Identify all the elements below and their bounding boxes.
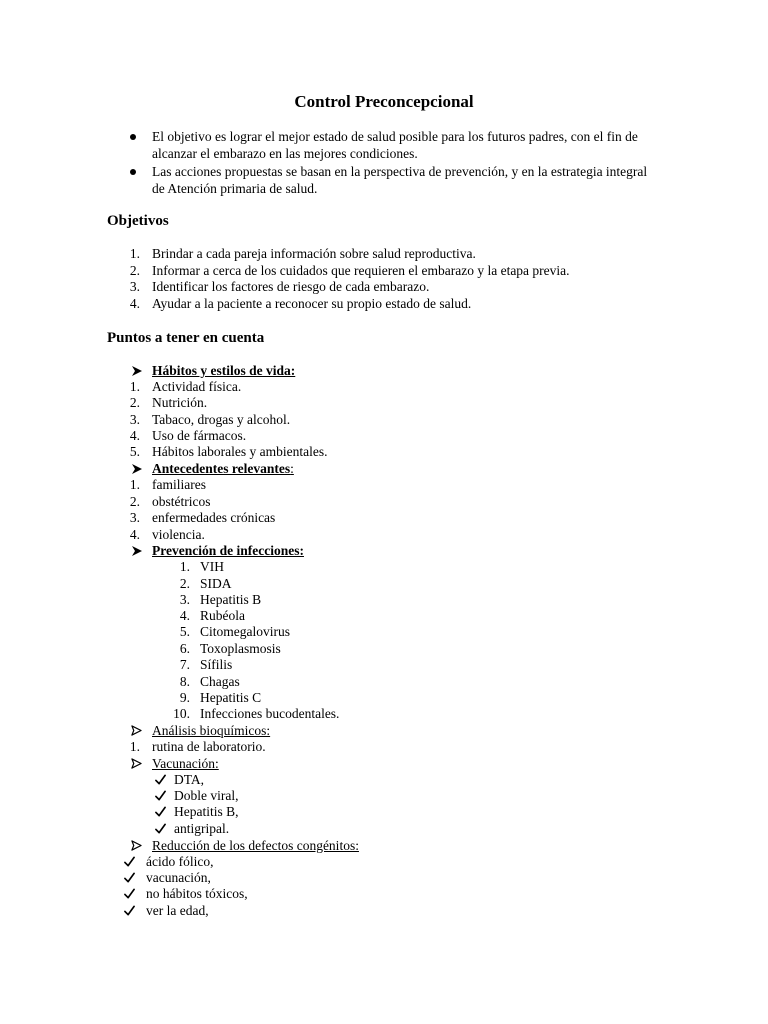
vacunacion-item: Hepatitis B, bbox=[174, 804, 239, 819]
habitos-item: Uso de fármacos. bbox=[152, 428, 247, 443]
reduccion-item: ver la edad, bbox=[146, 903, 209, 918]
arrow-icon bbox=[131, 758, 142, 769]
reduccion-item: vacunación, bbox=[146, 870, 211, 885]
list-number: 5. bbox=[129, 444, 140, 459]
checkmark-icon bbox=[155, 774, 166, 785]
vacunacion-item: Doble viral, bbox=[174, 788, 239, 803]
prevencion-item: Infecciones bucodentales. bbox=[200, 706, 340, 721]
list-number: 2. bbox=[179, 576, 190, 591]
list-number: 4. bbox=[129, 296, 140, 311]
objetivo-item: Brindar a cada pareja información sobre salud reproductiva. bbox=[152, 246, 476, 261]
checkmark-icon bbox=[155, 806, 166, 817]
antecedentes-label-text: Antecedentes relevantes bbox=[152, 461, 291, 476]
vacunacion-item: antigripal. bbox=[174, 821, 230, 836]
arrow-icon bbox=[131, 840, 142, 851]
list-number: 2. bbox=[129, 494, 140, 509]
analisis-item: rutina de laboratorio. bbox=[152, 739, 266, 754]
intro-text-line: alcanzar el embarazo en las mejores condiciones. bbox=[152, 146, 418, 161]
list-number: 4. bbox=[129, 527, 140, 542]
list-number: 1. bbox=[179, 559, 190, 574]
objetivos-heading: Objetivos bbox=[107, 213, 169, 229]
reduccion-item: no hábitos tóxicos, bbox=[146, 886, 248, 901]
objetivo-item: Ayudar a la paciente a reconocer su propio estado de salud. bbox=[152, 296, 472, 311]
reduccion-label: Reducción de los defectos congénitos: bbox=[152, 838, 359, 853]
list-number: 10. bbox=[173, 706, 190, 721]
reduccion-item: ácido fólico, bbox=[146, 854, 214, 869]
antecedentes-item: violencia. bbox=[152, 527, 205, 542]
list-number: 1. bbox=[129, 477, 140, 492]
habitos-item: Actividad física. bbox=[152, 379, 242, 394]
prevencion-item: Toxoplasmosis bbox=[200, 641, 281, 656]
habitos-item: Hábitos laborales y ambientales. bbox=[152, 444, 328, 459]
habitos-item: Tabaco, drogas y alcohol. bbox=[152, 412, 291, 427]
antecedentes-item: enfermedades crónicas bbox=[152, 510, 276, 525]
list-number: 3. bbox=[129, 279, 140, 294]
intro-text-line: de Atención primaria de salud. bbox=[152, 181, 318, 196]
checkmark-icon bbox=[155, 823, 166, 834]
prevencion-item: Sífilis bbox=[200, 657, 233, 672]
list-number: 4. bbox=[129, 428, 140, 443]
vacunacion-item: DTA, bbox=[174, 772, 205, 787]
list-number: 9. bbox=[179, 690, 190, 705]
objetivo-item: Informar a cerca de los cuidados que requieren el embarazo y la etapa previa. bbox=[152, 263, 570, 278]
arrow-icon bbox=[131, 725, 142, 736]
list-number: 4. bbox=[179, 608, 190, 623]
intro-text-line: El objetivo es lograr el mejor estado de salud posible para los futuros padres, con el fin de bbox=[152, 129, 638, 144]
prevencion-item: VIH bbox=[200, 559, 224, 574]
prevencion-item: Hepatitis B bbox=[200, 592, 262, 607]
arrow-bold-icon bbox=[131, 463, 143, 475]
list-number: 6. bbox=[179, 641, 190, 656]
list-number: 3. bbox=[129, 412, 140, 427]
checkmark-icon bbox=[124, 872, 135, 883]
antecedentes-label-colon: : bbox=[290, 461, 294, 476]
list-number: 7. bbox=[179, 657, 190, 672]
page-title: Control Preconcepcional bbox=[294, 92, 474, 111]
bullet-icon bbox=[130, 169, 136, 175]
arrow-bold-icon bbox=[131, 545, 143, 557]
antecedentes-item: obstétricos bbox=[152, 494, 211, 509]
list-number: 3. bbox=[129, 510, 140, 525]
objetivo-item: Identificar los factores de riesgo de cada embarazo. bbox=[152, 279, 430, 294]
analisis-label: Análisis bioquímicos: bbox=[152, 723, 271, 738]
checkmark-icon bbox=[155, 790, 166, 801]
prevencion-item: Citomegalovirus bbox=[200, 624, 290, 639]
intro-text-line: Las acciones propuestas se basan en la perspectiva de prevención, y en la estrategia integral bbox=[152, 164, 648, 179]
list-number: 2. bbox=[129, 263, 140, 278]
prevencion-item: SIDA bbox=[200, 576, 232, 591]
prevencion-item: Hepatitis C bbox=[200, 690, 262, 705]
habitos-item: Nutrición. bbox=[152, 395, 208, 410]
prevencion-item: Chagas bbox=[200, 674, 240, 689]
list-number: 8. bbox=[179, 674, 190, 689]
antecedentes-label bbox=[152, 461, 294, 477]
antecedentes-item: familiares bbox=[152, 477, 206, 492]
checkmark-icon bbox=[124, 888, 135, 899]
list-number: 1. bbox=[129, 379, 140, 394]
checkmark-icon bbox=[124, 905, 135, 916]
prevencion-label: Prevención de infecciones: bbox=[152, 543, 304, 558]
checkmark-icon bbox=[124, 856, 135, 867]
prevencion-item: Rubéola bbox=[200, 608, 245, 623]
list-number: 5. bbox=[179, 624, 190, 639]
bullet-icon bbox=[130, 134, 136, 140]
habitos-label: Hábitos y estilos de vida: bbox=[152, 363, 296, 378]
list-number: 2. bbox=[129, 395, 140, 410]
list-number: 1. bbox=[129, 246, 140, 261]
list-number: 1. bbox=[129, 739, 140, 754]
list-number: 3. bbox=[179, 592, 190, 607]
puntos-heading: Puntos a tener en cuenta bbox=[107, 330, 265, 346]
vacunacion-label: Vacunación: bbox=[152, 756, 219, 771]
arrow-bold-icon bbox=[131, 365, 143, 377]
